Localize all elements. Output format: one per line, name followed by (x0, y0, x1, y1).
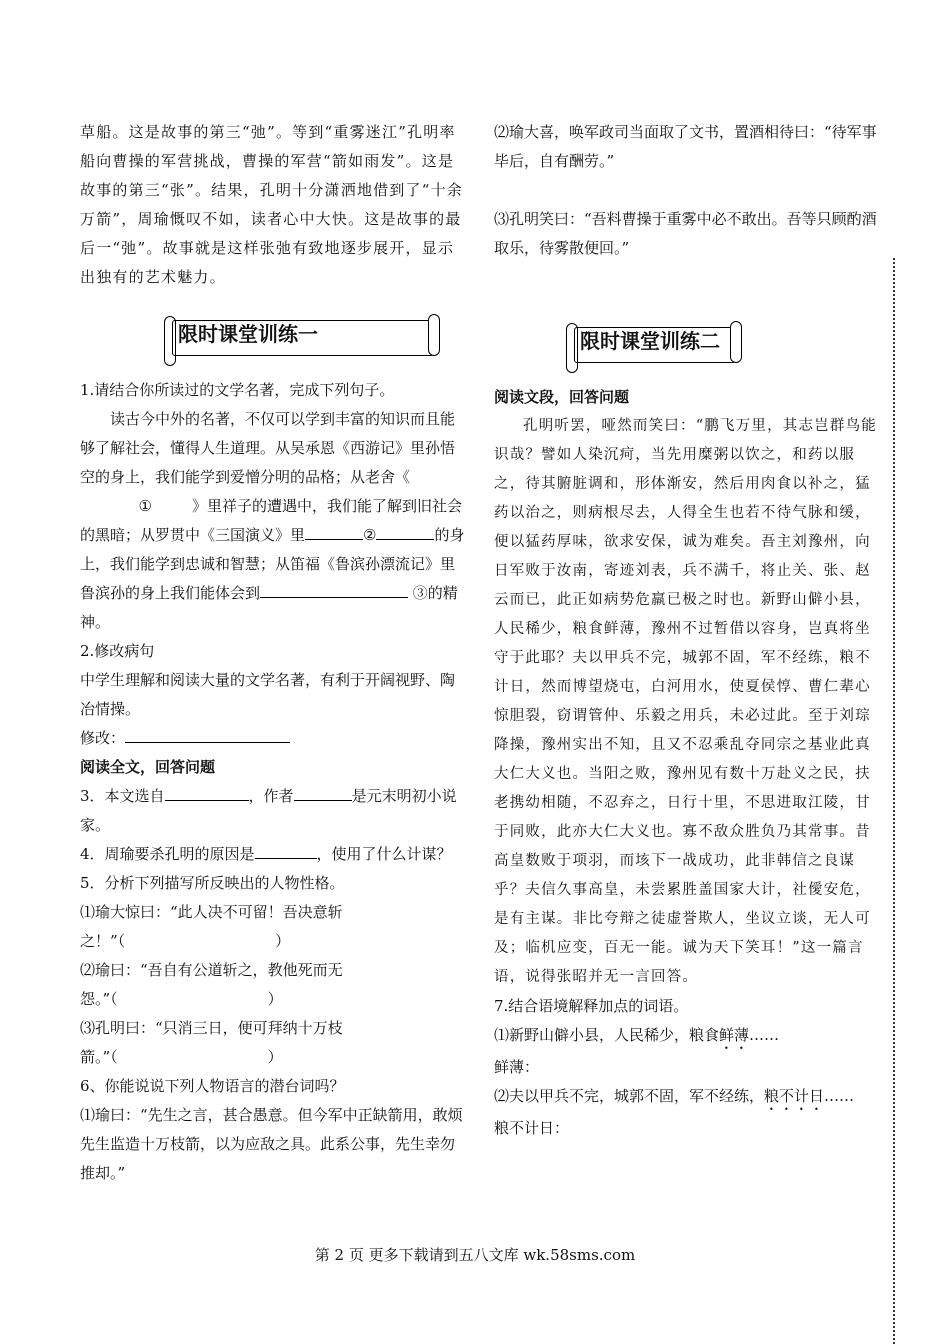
q5-title: 5．分析下列描写所反映出的人物性格。 (80, 874, 345, 892)
section-banner-2 (564, 321, 736, 377)
q2-fix: 修改： (80, 724, 465, 753)
q7-label-1: 鲜薄： (494, 1058, 540, 1076)
q1-title: 1.请结合你所读过的文学名著，完成下列句子。 (80, 381, 395, 399)
left-column (80, 118, 465, 1188)
q1-body: 读古今中外的名著，不仅可以学到丰富的知识而且能够了解社会，懂得人生道理。从吴承恩《西游记》里孙悟空的身上，我们能学到爱憎分明的品格；从老舍《① 》里祥子的遭遇中，我们能了解到旧社会的黑暗；从罗贯中《三国演义》里 ② 的身上，我们能学到忠诚和智慧；从笛福《鲁滨孙漂流记》里鲁滨孙的身上我们能体会到 ③的精神。 (80, 410, 465, 631)
q6-item-3: ⑶孔明笑曰：“吾料曹操于重雾中必不敢出。吾等只顾酌酒取乐，待雾散便回。” (494, 210, 877, 257)
q6-item-1: ⑴瑜曰：“先生之言，甚合愚意。但今军中正缺箭用，敢烦先生监造十万枝箭，以为应敌之具。此系公事，先生幸勿推却。” (80, 1106, 463, 1182)
q2-title: 2.修改病句 (80, 642, 155, 660)
q3: 3．本文选自 ，作者 是元末明初小说家。 (80, 782, 465, 840)
q2-sentence: 中学生理解和阅读大量的文学名著，有利于开阔视野、陶冶情操。 (80, 671, 456, 718)
q4: 4．周瑜要杀孔明的原因是 ，使用了什么计谋？ (80, 840, 465, 869)
page-footer: 第 2 页 更多下载请到五八文库 wk.58sms.com (314, 1246, 636, 1264)
q5-item-3: ⑶孔明曰：“只消三日，便可拜纳十万枝箭。”（ ） (80, 1019, 343, 1066)
read-title-right: 阅读文段，回答问题 (494, 388, 630, 406)
section-title-1: 限时课堂训练一 (178, 322, 318, 346)
q7-item-1: ⑴新野山僻小县，人民稀少，粮食鲜薄…… (494, 1026, 780, 1044)
passage: 孔明听罢，哑然而笑曰：“鹏飞万里，其志岂群鸟能识哉？譬如人染沉疴，当先用糜粥以饮之，和药以服之，待其腑脏调和，形体渐安，然后用肉食以补之，猛药以治之，则病根尽去，人得全生也若不待气脉和缓，便以猛药厚味，欲求安保，诚为难矣。吾主刘豫州，向日军败于汝南，寄迹刘表，兵不满千，将止关、张、赵云而已，此正如病势危羸已极之时也。新野山僻小县，人民稀少，粮食鲜薄，豫州不过暂借以容身，岂真将坐守于此耶？夫以甲兵不完，城郭不固，军不经练，粮不计日，然而博望烧屯，白河用水，使夏侯惇、曹仁辈心惊胆裂，窃谓管仲、乐毅之用兵，未必过此。至于刘琮降操，豫州实出不知，且又不忍乘乱夺同宗之基业此真大仁大义也。当阳之败，豫州见有数十万赴义之民，扶老携幼相随，不忍弃之，日行十里，不思进取江陵，甘于同败，此亦大仁大义也。寡不敌众胜负乃其常事。昔高皇数败于项羽，而垓下一战成功，此非韩信之良谋乎？夫信久事高皇，未尝累胜盖国家大计，社僾安危，是有主谋。非比夸辩之徒虚誉欺人，坐议立谈，无人可及；临机应变，百无一能。诚为天下笑耳！”这一篇言语，说得张昭并无一言回答。 (494, 418, 878, 985)
intro-paragraph: 草船。这是故事的第三“弛”。等到“重雾迷江”孔明率船向曹操的军营挑战，曹操的军营“箭如雨发”。这是故事的第三“张”。结果，孔明十分潇洒地借到了“十余万箭”，周瑜慨叹不如，读者心中大快。这是故事的最后一“弛”。故事就是这样张弛有致地逐步展开，显示出独有的艺术魅力。 (80, 123, 464, 286)
q5-item-2: ⑵瑜曰：“吾自有公道斩之，教他死而无怨。”（ ） (80, 961, 343, 1008)
section-title-2: 限时课堂训练二 (580, 329, 720, 353)
q6-item-2: ⑵瑜大喜，唤军政司当面取了文书，置酒相待曰：“待军事毕后，自有酬劳。” (494, 123, 877, 170)
read-title-left: 阅读全文，回答问题 (80, 758, 216, 776)
right-column (494, 118, 879, 1143)
section-banner-1 (162, 314, 434, 370)
q5-item-1: ⑴瑜大惊曰：“此人决不可留！吾决意斩之！”（ ） (80, 903, 343, 950)
q6-title: 6、你能说说下列人物语言的潜台词吗？ (80, 1077, 345, 1095)
q7-title: 7.结合语境解释加点的词语。 (494, 997, 689, 1015)
column-divider (893, 258, 895, 1344)
q7-label-2: 粮不计日： (494, 1119, 570, 1137)
q7-item-2: ⑵夫以甲兵不完，城郭不固，军不经练，粮不计日…… (494, 1087, 855, 1105)
